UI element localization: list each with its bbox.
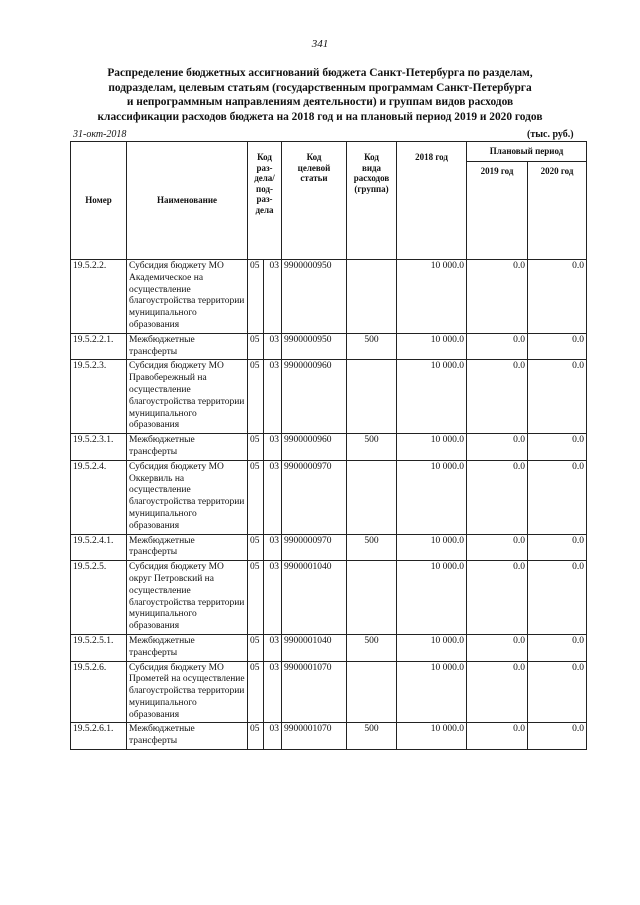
cell-2018: 10 000.0 <box>397 561 467 635</box>
title-line: подразделам, целевым статьям (государственным программам Санкт-Петербурга <box>108 81 532 94</box>
cell-podrazdel: 03 <box>264 460 282 534</box>
table-row <box>71 723 587 750</box>
title-line: Распределение бюджетных ассигнований бюджета Санкт-Петербурга по разделам, <box>107 67 533 79</box>
units-label: (тыс. руб.) <box>527 129 574 140</box>
header-csr-line: Код <box>306 152 322 162</box>
cell-podrazdel: 03 <box>264 534 282 561</box>
cell-podrazdel: 03 <box>264 561 282 635</box>
cell-name: Субсидия бюджету МО Оккервиль на осуществление благоустройства территории муниципального образования <box>127 460 248 534</box>
cell-target-article: 9900000950 <box>282 333 347 360</box>
cell-number: 19.5.2.5.1. <box>71 634 127 661</box>
cell-2020: 0.0 <box>528 360 587 434</box>
cell-razdel: 05 <box>248 723 264 750</box>
cell-name: Межбюджетные трансферты <box>127 723 248 750</box>
header-kvr-line: расходов <box>353 173 390 183</box>
cell-2020: 0.0 <box>528 260 587 334</box>
header-2019: 2019 год <box>467 162 528 260</box>
table-row <box>71 460 587 534</box>
cell-razdel: 05 <box>248 561 264 635</box>
cell-name: Субсидия бюджету МО Академическое на осуществление благоустройства территории муниципального образования <box>127 260 248 334</box>
cell-expense-type <box>347 460 397 534</box>
cell-expense-type: 500 <box>347 534 397 561</box>
cell-name: Межбюджетные трансферты <box>127 634 248 661</box>
cell-number: 19.5.2.6.1. <box>71 723 127 750</box>
header-razdel-line: Код <box>257 152 272 162</box>
table-row <box>71 561 587 635</box>
cell-target-article: 9900000960 <box>282 360 347 434</box>
cell-2020: 0.0 <box>528 634 587 661</box>
cell-target-article: 9900000950 <box>282 260 347 334</box>
cell-2019: 0.0 <box>467 260 528 334</box>
cell-number: 19.5.2.6. <box>71 661 127 723</box>
cell-2018: 10 000.0 <box>397 634 467 661</box>
cell-2019: 0.0 <box>467 661 528 723</box>
cell-podrazdel: 03 <box>264 360 282 434</box>
cell-razdel: 05 <box>248 460 264 534</box>
cell-2018: 10 000.0 <box>397 723 467 750</box>
header-num: Номер <box>71 142 127 260</box>
cell-2020: 0.0 <box>528 661 587 723</box>
table-header <box>71 142 587 260</box>
cell-razdel: 05 <box>248 634 264 661</box>
header-plan-period: Плановый период <box>467 142 587 162</box>
cell-2018: 10 000.0 <box>397 434 467 461</box>
cell-razdel: 05 <box>248 260 264 334</box>
cell-number: 19.5.2.2.1. <box>71 333 127 360</box>
header-2018: 2018 год <box>397 142 467 260</box>
cell-2020: 0.0 <box>528 460 587 534</box>
header-razdel-line: под- <box>256 183 273 194</box>
cell-2018: 10 000.0 <box>397 460 467 534</box>
page-number: 341 <box>311 38 329 50</box>
cell-expense-type <box>347 561 397 635</box>
header-razdel-line: дела/ <box>254 173 275 183</box>
cell-target-article: 9900001070 <box>282 661 347 723</box>
cell-2018: 10 000.0 <box>397 360 467 434</box>
cell-2018: 10 000.0 <box>397 534 467 561</box>
header-csr <box>282 142 347 260</box>
cell-number: 19.5.2.3.1. <box>71 434 127 461</box>
table-row <box>71 360 587 434</box>
header-kvr <box>347 142 397 260</box>
cell-expense-type: 500 <box>347 434 397 461</box>
cell-podrazdel: 03 <box>264 333 282 360</box>
cell-expense-type <box>347 661 397 723</box>
cell-razdel: 05 <box>248 434 264 461</box>
cell-2020: 0.0 <box>528 434 587 461</box>
cell-podrazdel: 03 <box>264 434 282 461</box>
cell-2020: 0.0 <box>528 534 587 561</box>
cell-target-article: 9900001040 <box>282 561 347 635</box>
cell-2018: 10 000.0 <box>397 661 467 723</box>
header-kvr-line: вида <box>361 162 382 173</box>
document-date: 31-окт-2018 <box>73 129 127 140</box>
table-row <box>71 333 587 360</box>
cell-expense-type: 500 <box>347 634 397 661</box>
header-csr-line: целевой <box>297 162 331 173</box>
header-razdel-line: дела <box>255 204 274 215</box>
header-razdel-line: раз- <box>256 194 273 204</box>
table-row <box>71 661 587 723</box>
cell-name: Межбюджетные трансферты <box>127 534 248 561</box>
cell-2020: 0.0 <box>528 561 587 635</box>
cell-expense-type <box>347 360 397 434</box>
cell-expense-type: 500 <box>347 333 397 360</box>
table-row <box>71 634 587 661</box>
budget-table <box>70 141 587 750</box>
cell-target-article: 9900001070 <box>282 723 347 750</box>
cell-2018: 10 000.0 <box>397 260 467 334</box>
header-csr-line: статьи <box>300 173 328 183</box>
header-kvr-line: Код <box>364 152 379 162</box>
title-line: классификации расходов бюджета на 2018 год и на плановый период 2019 и 2020 годов <box>97 110 543 123</box>
cell-podrazdel: 03 <box>264 661 282 723</box>
document-title <box>60 66 580 124</box>
header-name: Наименование <box>127 142 248 260</box>
cell-expense-type <box>347 260 397 334</box>
cell-target-article: 9900001040 <box>282 634 347 661</box>
cell-name: Субсидия бюджету МО Прометей на осуществление благоустройства территории муниципального образования <box>127 661 248 723</box>
cell-2020: 0.0 <box>528 723 587 750</box>
cell-2019: 0.0 <box>467 434 528 461</box>
cell-target-article: 9900000960 <box>282 434 347 461</box>
cell-2019: 0.0 <box>467 634 528 661</box>
cell-number: 19.5.2.2. <box>71 260 127 334</box>
cell-razdel: 05 <box>248 333 264 360</box>
cell-2019: 0.0 <box>467 333 528 360</box>
cell-number: 19.5.2.5. <box>71 561 127 635</box>
cell-2018: 10 000.0 <box>397 333 467 360</box>
cell-2019: 0.0 <box>467 360 528 434</box>
table-body <box>71 260 587 750</box>
header-2020: 2020 год <box>528 162 587 260</box>
cell-name: Субсидия бюджету МО Правобережный на осуществление благоустройства территории муниципального образования <box>127 360 248 434</box>
cell-number: 19.5.2.4.1. <box>71 534 127 561</box>
cell-number: 19.5.2.4. <box>71 460 127 534</box>
cell-podrazdel: 03 <box>264 723 282 750</box>
cell-number: 19.5.2.3. <box>71 360 127 434</box>
cell-name: Межбюджетные трансферты <box>127 434 248 461</box>
cell-expense-type: 500 <box>347 723 397 750</box>
title-line: и непрограммным направлениям деятельности) и группам видов расходов <box>126 96 514 108</box>
cell-name: Межбюджетные трансферты <box>127 333 248 360</box>
header-kvr-line: (группа) <box>354 183 389 194</box>
cell-2020: 0.0 <box>528 333 587 360</box>
cell-razdel: 05 <box>248 661 264 723</box>
cell-razdel: 05 <box>248 534 264 561</box>
cell-2019: 0.0 <box>467 460 528 534</box>
header-razdel <box>248 142 282 260</box>
cell-target-article: 9900000970 <box>282 460 347 534</box>
cell-2019: 0.0 <box>467 534 528 561</box>
cell-podrazdel: 03 <box>264 634 282 661</box>
table-row <box>71 434 587 461</box>
cell-podrazdel: 03 <box>264 260 282 334</box>
cell-name: Субсидия бюджету МО округ Петровский на осуществление благоустройства территории муниципального образования <box>127 561 248 635</box>
cell-2019: 0.0 <box>467 561 528 635</box>
header-razdel-line: раз- <box>256 162 273 173</box>
cell-target-article: 9900000970 <box>282 534 347 561</box>
table-row <box>71 260 587 334</box>
cell-razdel: 05 <box>248 360 264 434</box>
cell-2019: 0.0 <box>467 723 528 750</box>
table-row <box>71 534 587 561</box>
